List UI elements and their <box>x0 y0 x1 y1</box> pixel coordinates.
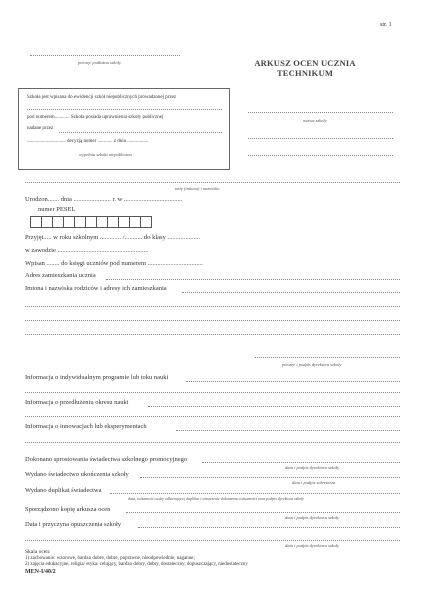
pesel-digit[interactable] <box>140 216 152 228</box>
register-line4: ............................... decyzją numer ............ z dnia ................. <box>27 139 149 144</box>
address-line <box>106 279 400 280</box>
admitted-line: Przyjęt..... w roku szkolnym ............. /........... do klasy .................... <box>25 234 200 241</box>
sheet-copy-caption: data i podpis dyrektora szkoły <box>285 515 340 520</box>
director-sig-line <box>255 357 400 358</box>
school-name-line3 <box>248 155 393 156</box>
register-box <box>18 88 230 170</box>
duplicate-label: Wydano duplikat świadectwa <box>25 487 102 494</box>
seal-line <box>30 55 180 56</box>
leaving-label: Data i przyczyna opuszczenia szkoły <box>25 521 122 528</box>
extension-line2 <box>25 416 400 417</box>
director-caption: pieczęć i podpis dyrektora szkoły <box>282 362 342 367</box>
pesel-label: numer PESEL <box>38 206 76 213</box>
register-line3: nadane przez <box>27 126 54 131</box>
issued-label: Wydano świadectwo ukończenia szkoły <box>25 471 129 478</box>
correction-caption: data i podpis dyrektora szkoły <box>285 465 340 470</box>
school-name-caption: nazwa szkoły <box>303 118 327 123</box>
leaving-line2 <box>25 540 400 541</box>
duplicate-caption: data, tożsamość osoby odbierającej duplikat i oznaczenie dokumentu tożsamości oraz podpis dyrektora szkoły <box>128 496 304 501</box>
innovations-line2 <box>25 442 400 443</box>
register-dots2 <box>59 132 222 133</box>
student-name-caption: imię (imiona) i nazwisko <box>175 186 220 191</box>
leaving-caption: data i podpis dyrektora szkoły <box>285 543 340 548</box>
parents-line1 <box>182 292 400 293</box>
innovations-label: Informacja o innowacjach lub eksperymentach <box>25 423 147 430</box>
title-line2: TECHNIKUM <box>276 68 334 78</box>
register-caption: wypełnia szkoła niepubliczna <box>79 152 132 157</box>
register-line2: pod numerem............ Szkoła posiada uprawnienia szkoły publicznej <box>27 115 164 120</box>
parents-line4 <box>25 334 400 335</box>
form-code: MEN-I/40/2 <box>25 569 56 575</box>
address-label: Adres zamieszkania ucznia <box>25 272 96 279</box>
profession-line: w zawodzie ........................................................ <box>25 247 149 254</box>
correction-line <box>202 462 400 463</box>
school-name-line1 <box>248 112 393 113</box>
extension-label: Informacja o przedłużeniu okresu nauki <box>25 399 129 406</box>
leaving-line1 <box>138 527 400 528</box>
born-line: Urodzon....... dnia ....................... r. w .................................... <box>25 196 183 203</box>
scales-label: Skala ocen: <box>25 549 51 555</box>
pesel-boxes[interactable] <box>30 216 155 228</box>
sheet-copy-line <box>126 512 400 513</box>
register-dots1 <box>27 109 222 110</box>
form-title <box>250 58 360 78</box>
individual-program-line1 <box>186 381 400 382</box>
scale-behavior: 1) zachowanie: wzorowe, bardzo dobre, dobre, poprawne, nieodpowiednie, naganne; <box>25 556 195 561</box>
innovations-line1 <box>176 430 400 431</box>
title-line1: ARKUSZ OCEN UCZNIA <box>254 58 356 68</box>
parents-line2 <box>25 306 400 307</box>
individual-program-label: Informacja o indywidualnym programie lub toku nauki <box>25 374 169 381</box>
sheet-copy-label: Sporządzono kopię arkusza ocen <box>25 506 111 513</box>
student-name-line <box>25 182 400 183</box>
seal-caption: pieczęć podłużna szkoły <box>78 60 121 65</box>
scale-subjects: 2) zajęcia edukacyjne, religia/ etyka: celujący, bardzo dobry, dobry, dostateczny, dopuszczający, niedostateczny <box>25 562 248 567</box>
registry-line: Wpisan ........ do księgi uczniów pod numerem .................................. <box>25 260 203 267</box>
duplicate-line <box>110 493 400 494</box>
extension-line1 <box>148 406 400 407</box>
issued-line <box>140 477 400 478</box>
issued-caption: data i podpis sekretarza <box>292 480 336 485</box>
register-line1: Szkoła jest wpisana do ewidencji szkół niepublicznych prowadzonej przez <box>27 95 177 100</box>
parents-line3 <box>25 320 400 321</box>
parents-label: Imiona i nazwiska rodziców i adresy ich zamieszkania <box>25 285 167 292</box>
page-number: str. 1 <box>380 22 392 28</box>
correction-label: Dokonano sprostowania świadectwa szkolnego promocyjnego <box>25 456 188 463</box>
school-name-line2 <box>248 138 393 139</box>
individual-program-line2 <box>25 392 400 393</box>
